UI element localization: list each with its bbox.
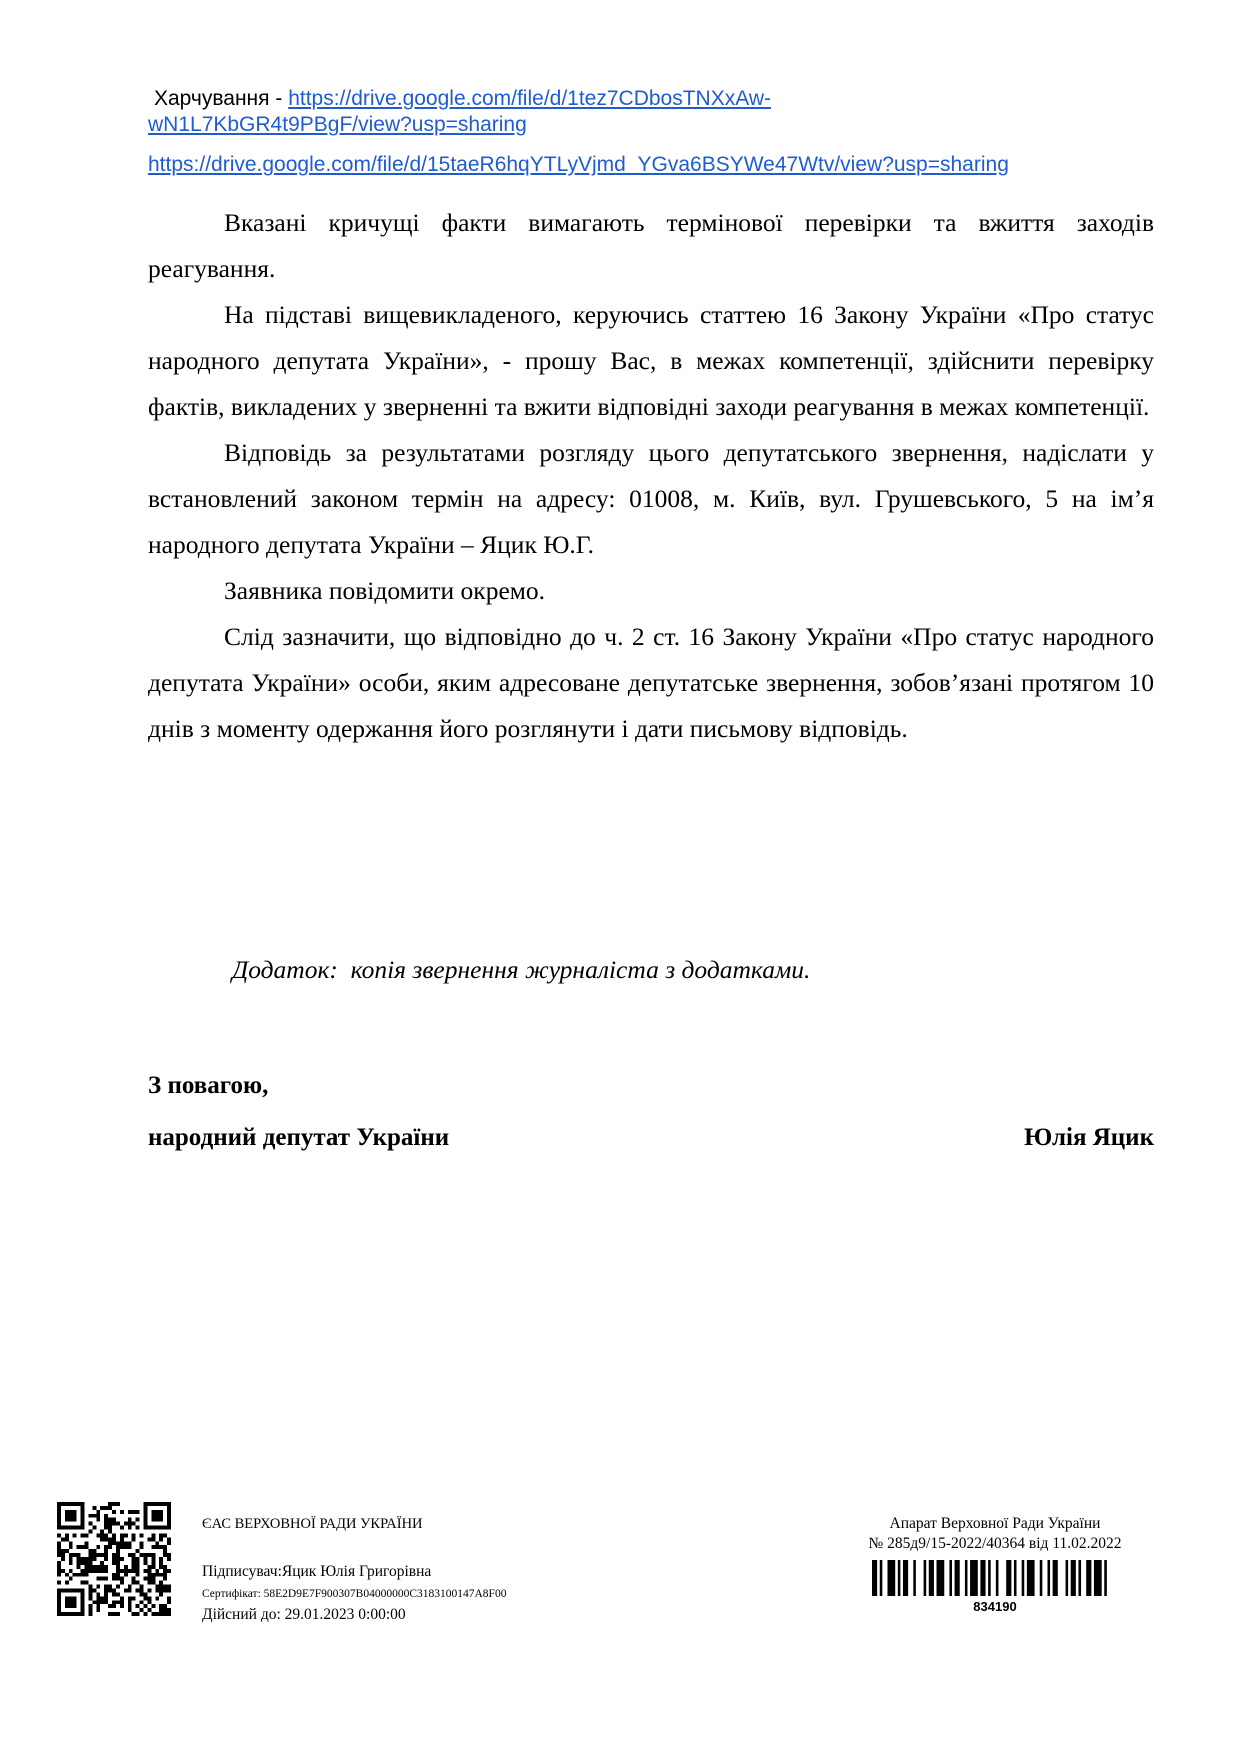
paragraph-legal-deadline: Слід зазначити, що відповідно до ч. 2 ст. 16 Закону України «Про статус народного депутата України» особи, яким адресоване депутатське звернення, зобов’язані протягом 10 днів з моменту одержання його розглянути і дати письмову відповідь. — [148, 622, 1154, 743]
signer-name: Юлія Яцик — [1024, 1124, 1154, 1151]
barcode-image — [872, 1560, 1112, 1596]
certificate-id: Сертифікат: 58E2D9E7F900307B04000000C3183100147A8F00 — [202, 1588, 507, 1600]
letter-body — [148, 200, 1154, 752]
drive-link-1-continued[interactable]: wN1L7KbGR4t9PBgF/view?usp=sharing — [148, 113, 527, 136]
closing-block — [148, 1060, 1154, 1164]
paragraph-request: На підставі вищевикладеного, керуючись статтею 16 Закону України «Про статус народного депутата України», - прошу Вас, в межах компетенції, здійснити перевірку фактів, викладених у зверненні та вжити відповідні заходи реагування в межах компетенції. — [148, 300, 1154, 421]
paragraph-response-address: Відповідь за результатами розгляду цього депутатського звернення, надіслати у встановлений законом термін на адресу: 01008, м. Київ, вул. Грушевського, 5 на ім’я народного депутата України – Яцик Ю.Г. — [148, 438, 1154, 559]
links-block — [148, 86, 1148, 178]
drive-link-2[interactable]: https://drive.google.com/file/d/15taeR6hqYTLyVjmd_YGva6BSYWe47Wtv/view?usp=sharing — [148, 153, 1009, 176]
paragraph-notify-applicant: Заявника повідомити окремо. — [224, 576, 546, 605]
qr-code-image — [57, 1502, 171, 1616]
registration-number: № 285д9/15-2022/40364 від 11.02.2022 — [868, 1535, 1122, 1552]
paragraph-urgent-facts: Вказані кричущі факти вимагають термінової перевірки та вжиття заходів реагування. — [148, 208, 1154, 283]
link-row-nutrition — [154, 86, 1148, 112]
qr-code — [57, 1502, 171, 1616]
digital-signer: Підписувач:Яцик Юлія Григорівна — [202, 1563, 432, 1580]
attachment-note: Додаток: копія звернення журналіста з додатками. — [232, 955, 811, 984]
link-label: Харчування - — [154, 87, 289, 110]
certificate-valid-until: Дійсний до: 29.01.2023 0:00:00 — [202, 1606, 406, 1623]
barcode-number: 834190 — [973, 1599, 1017, 1614]
registration-stamp — [820, 1514, 1170, 1617]
registration-office: Апарат Верховної Ради України — [889, 1515, 1101, 1532]
signer-position: народний депутат України — [148, 1124, 450, 1151]
drive-link-1[interactable]: https://drive.google.com/file/d/1tez7CDbosTNXxAw- — [288, 87, 772, 110]
regards-line: З повагою, — [148, 1072, 269, 1099]
eas-system-label: ЄАС ВЕРХОВНОЇ РАДИ УКРАЇНИ — [202, 1516, 423, 1532]
